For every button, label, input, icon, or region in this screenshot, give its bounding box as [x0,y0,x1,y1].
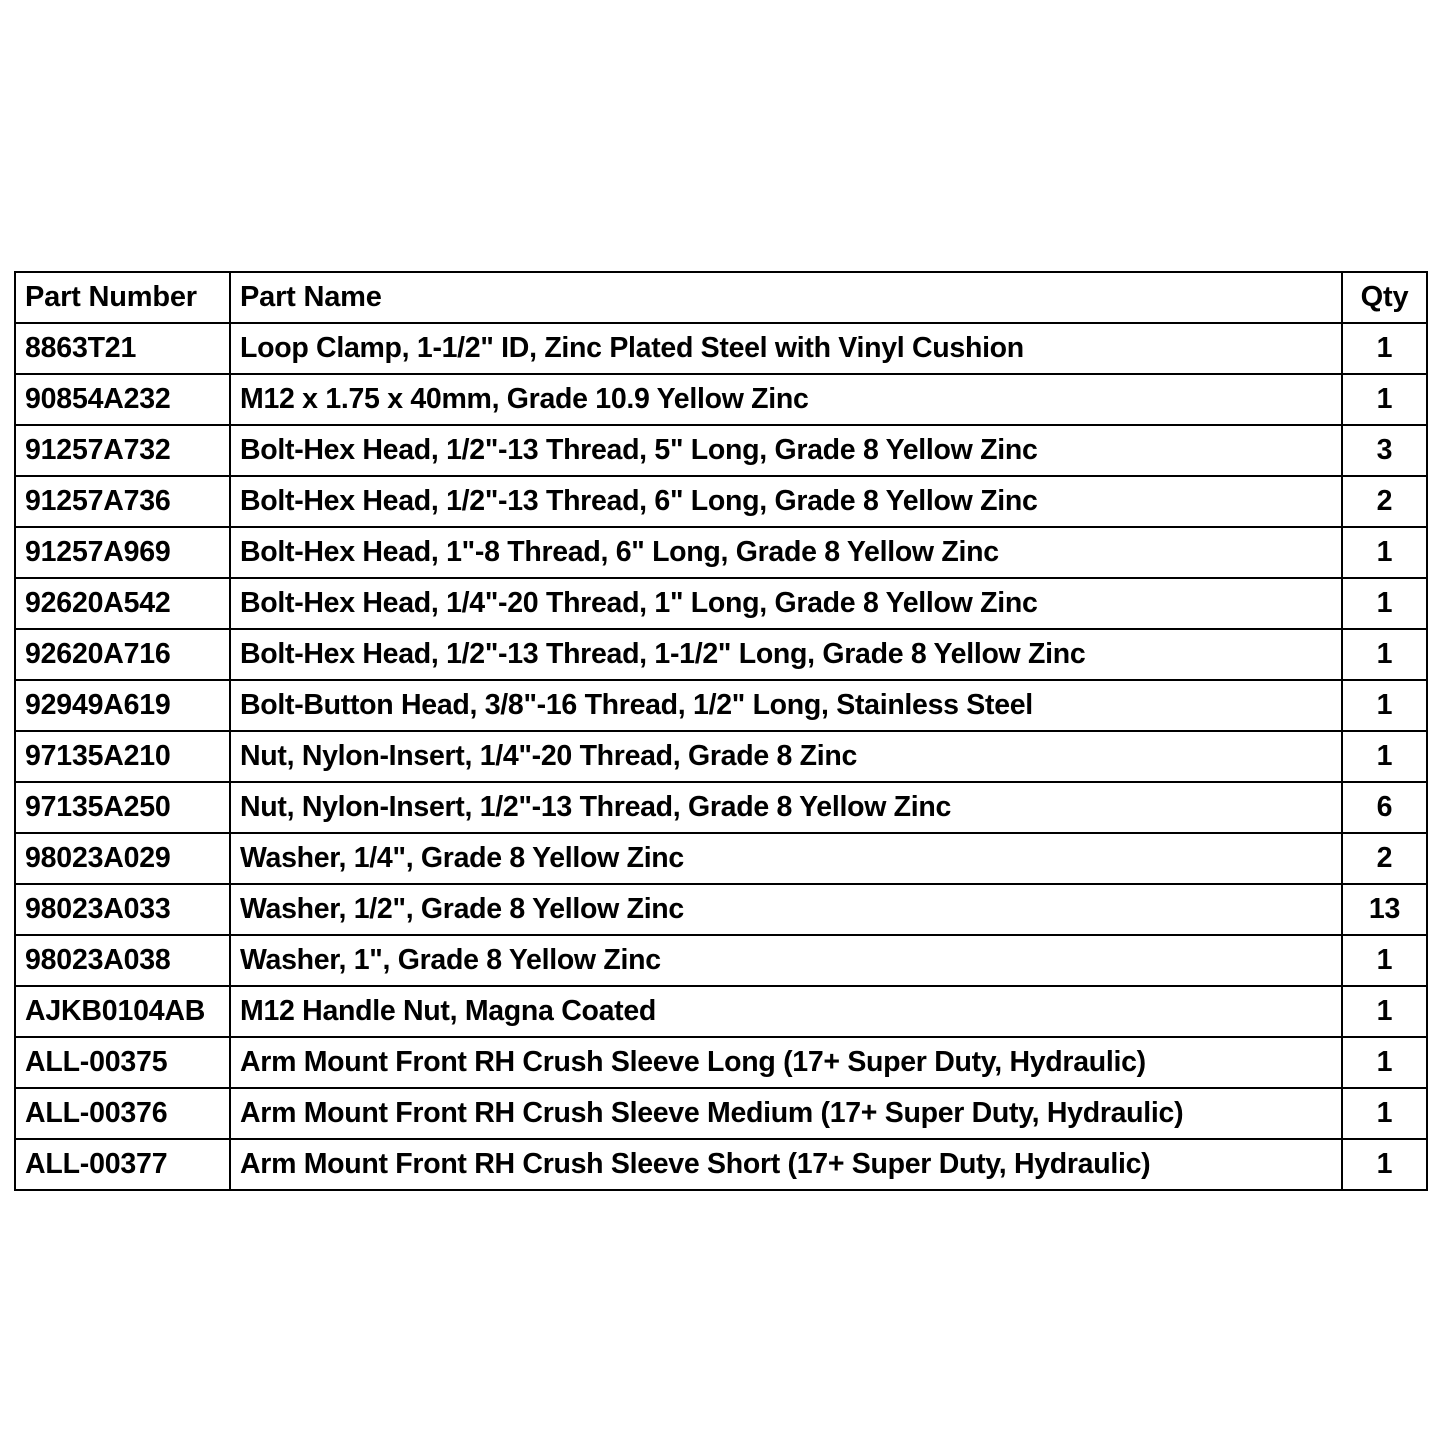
table-row [15,629,1427,680]
table-row [15,680,1427,731]
column-header-qty: Qty [1342,272,1427,323]
cell-qty: 1 [1342,1088,1427,1139]
cell-part-number: 8863T21 [15,323,230,374]
cell-part-name: Bolt-Hex Head, 1"-8 Thread, 6" Long, Grade 8 Yellow Zinc [230,527,1342,578]
cell-part-name: M12 x 1.75 x 40mm, Grade 10.9 Yellow Zinc [230,374,1342,425]
cell-part-number: 92620A542 [15,578,230,629]
cell-part-name: Washer, 1/4", Grade 8 Yellow Zinc [230,833,1342,884]
cell-part-name: Bolt-Button Head, 3/8"-16 Thread, 1/2" Long, Stainless Steel [230,680,1342,731]
cell-part-name: M12 Handle Nut, Magna Coated [230,986,1342,1037]
cell-part-number: 98023A038 [15,935,230,986]
cell-part-name: Nut, Nylon-Insert, 1/4"-20 Thread, Grade 8 Zinc [230,731,1342,782]
cell-part-number: 91257A969 [15,527,230,578]
cell-qty: 1 [1342,374,1427,425]
cell-part-number: ALL-00376 [15,1088,230,1139]
table-row [15,1139,1427,1190]
table-row [15,731,1427,782]
table-row [15,578,1427,629]
cell-qty: 2 [1342,833,1427,884]
cell-qty: 1 [1342,731,1427,782]
cell-qty: 1 [1342,680,1427,731]
cell-part-number: AJKB0104AB [15,986,230,1037]
cell-part-name: Washer, 1", Grade 8 Yellow Zinc [230,935,1342,986]
cell-part-number: 92620A716 [15,629,230,680]
table-row [15,833,1427,884]
table-row [15,527,1427,578]
table-row [15,884,1427,935]
table-row [15,782,1427,833]
table-body [15,323,1427,1190]
cell-qty: 3 [1342,425,1427,476]
cell-part-number: 97135A210 [15,731,230,782]
cell-qty: 1 [1342,323,1427,374]
cell-part-number: 91257A736 [15,476,230,527]
cell-part-name: Nut, Nylon-Insert, 1/2"-13 Thread, Grade 8 Yellow Zinc [230,782,1342,833]
cell-part-number: ALL-00377 [15,1139,230,1190]
table-row [15,374,1427,425]
cell-qty: 13 [1342,884,1427,935]
cell-qty: 1 [1342,629,1427,680]
cell-part-number: 90854A232 [15,374,230,425]
column-header-part-number: Part Number [15,272,230,323]
column-header-part-name: Part Name [230,272,1342,323]
cell-qty: 1 [1342,527,1427,578]
cell-part-name: Bolt-Hex Head, 1/2"-13 Thread, 1-1/2" Long, Grade 8 Yellow Zinc [230,629,1342,680]
parts-table-container [14,271,1426,1191]
parts-table [14,271,1428,1191]
cell-part-number: 98023A029 [15,833,230,884]
table-row [15,323,1427,374]
cell-part-name: Bolt-Hex Head, 1/4"-20 Thread, 1" Long, Grade 8 Yellow Zinc [230,578,1342,629]
table-row [15,986,1427,1037]
cell-qty: 1 [1342,1139,1427,1190]
table-row [15,425,1427,476]
cell-part-number: 98023A033 [15,884,230,935]
table-row [15,1088,1427,1139]
cell-part-name: Loop Clamp, 1-1/2" ID, Zinc Plated Steel with Vinyl Cushion [230,323,1342,374]
table-row [15,935,1427,986]
cell-part-name: Arm Mount Front RH Crush Sleeve Short (17+ Super Duty, Hydraulic) [230,1139,1342,1190]
cell-part-number: 97135A250 [15,782,230,833]
table-header [15,272,1427,323]
cell-part-name: Bolt-Hex Head, 1/2"-13 Thread, 6" Long, Grade 8 Yellow Zinc [230,476,1342,527]
table-header-row [15,272,1427,323]
table-row [15,1037,1427,1088]
table-row [15,476,1427,527]
cell-qty: 2 [1342,476,1427,527]
cell-part-name: Arm Mount Front RH Crush Sleeve Long (17+ Super Duty, Hydraulic) [230,1037,1342,1088]
cell-qty: 6 [1342,782,1427,833]
cell-qty: 1 [1342,578,1427,629]
cell-qty: 1 [1342,986,1427,1037]
cell-qty: 1 [1342,1037,1427,1088]
cell-part-name: Bolt-Hex Head, 1/2"-13 Thread, 5" Long, Grade 8 Yellow Zinc [230,425,1342,476]
cell-part-name: Washer, 1/2", Grade 8 Yellow Zinc [230,884,1342,935]
cell-part-name: Arm Mount Front RH Crush Sleeve Medium (17+ Super Duty, Hydraulic) [230,1088,1342,1139]
cell-part-number: 91257A732 [15,425,230,476]
cell-qty: 1 [1342,935,1427,986]
cell-part-number: 92949A619 [15,680,230,731]
cell-part-number: ALL-00375 [15,1037,230,1088]
